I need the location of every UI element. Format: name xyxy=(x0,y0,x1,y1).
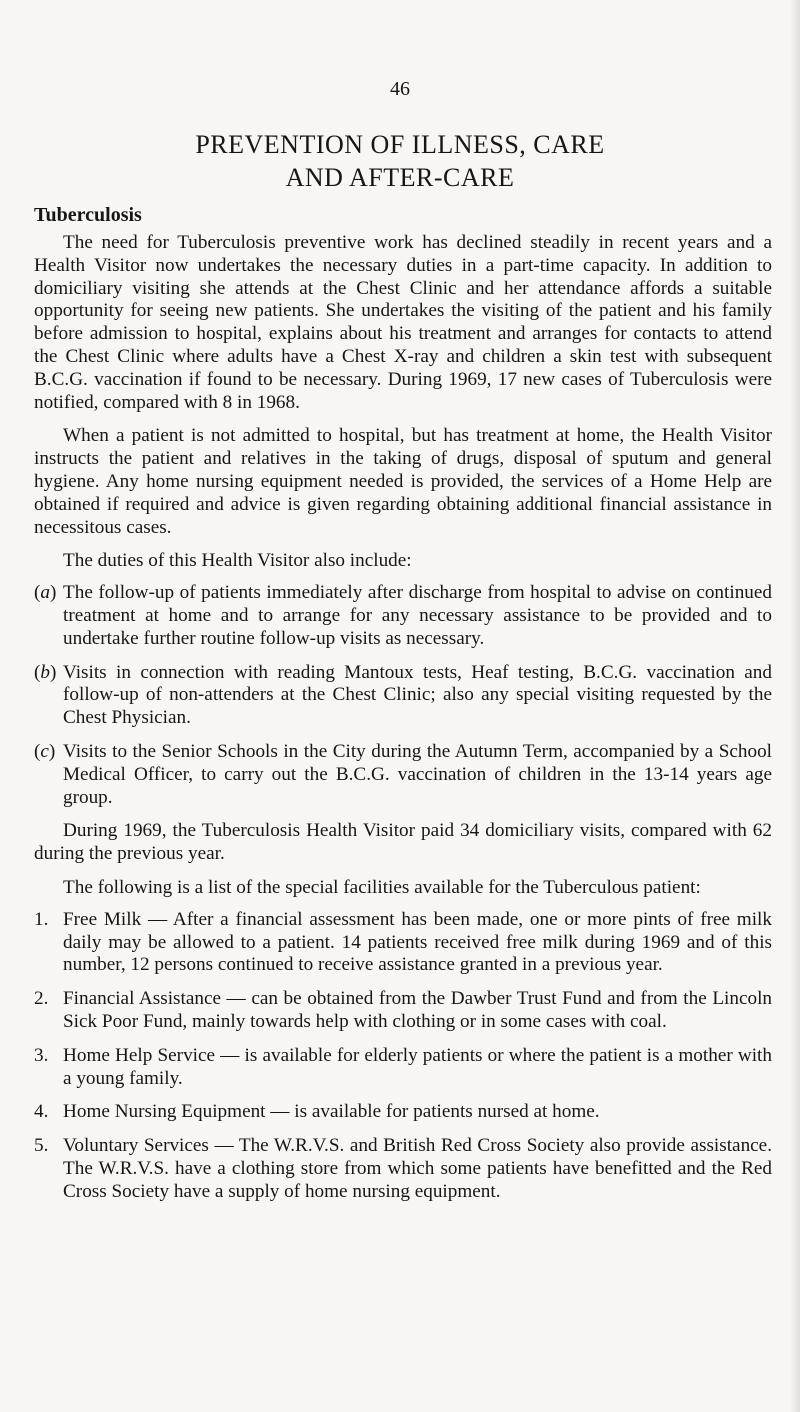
duty-letter: b xyxy=(40,661,50,683)
paragraph-home-treatment: When a patient is not admitted to hospital, but has treatment at home, the Health Visitor instructs the patient and relatives in the taking of drugs, disposal of sputum and general hygiene. Any home nursing equipment needed is provided, the services of a Home Help are obtained if required and advice is given regarding obtaining additional financial assistance in necessitous cases. xyxy=(34,425,772,538)
facility-item xyxy=(34,1135,772,1203)
paragraph-visits-count: During 1969, the Tuberculosis Health Visitor paid 34 domiciliary visits, compared with 62 during the previous year. xyxy=(34,820,772,865)
section-heading: Tuberculosis xyxy=(34,204,142,226)
duty-marker: (b) xyxy=(34,661,57,683)
duty-letter: c xyxy=(40,740,49,762)
facility-number: 4. xyxy=(34,1101,49,1123)
paragraph-intro: The need for Tuberculosis preventive work has declined steadily in recent years and a Health Visitor now undertakes the necessary duties in a part-time capacity. In addition to domiciliary visiting she attends at the Chest Clinic and her attendance affords a suitable opportunity for seeing new patients. She undertakes the visiting of the patient and his family before admission to hospital, explains about his treatment and arranges for contacts to attend the Chest Clinic where adults have a Chest X-ray and children a skin test with subsequent B.C.G. vaccination if found to be necessary. During 1969, 17 new cases of Tuberculosis were notified, compared with 8 in 1968. xyxy=(34,232,772,413)
facility-text: Financial Assistance — can be obtained from the Dawber Trust Fund and from the Lincoln Sick Poor Fund, mainly towards help with clothing or in some cases with coal. xyxy=(63,988,772,1032)
duty-item xyxy=(34,582,772,650)
page-title xyxy=(100,128,700,194)
page-edge-shadow xyxy=(790,0,800,1412)
facility-number: 3. xyxy=(34,1044,49,1066)
duty-text: Visits to the Senior Schools in the City during the Autumn Term, accompanied by a School Medical Officer, to carry out the B.C.G. vaccination of children in the 13-14 years age group. xyxy=(63,740,772,808)
paragraph-facilities-intro: The following is a list of the special facilities available for the Tuberculous patient: xyxy=(63,876,701,898)
facility-number: 5. xyxy=(34,1135,49,1157)
page-title-line-1: PREVENTION OF ILLNESS, CARE xyxy=(195,130,605,159)
duty-text: The follow-up of patients immediately after discharge from hospital to advise on continued treatment at home and to arrange for any necessary assistance to be provided and to undertake further routine follow-up visits as necessary. xyxy=(63,582,772,649)
facility-number: 2. xyxy=(34,988,49,1010)
duty-marker: (a) xyxy=(34,582,57,604)
page-title-line-2: AND AFTER-CARE xyxy=(285,163,515,192)
paragraph-duties-intro: The duties of this Health Visitor also include: xyxy=(63,550,412,572)
document-body xyxy=(34,232,772,1214)
page-number: 46 xyxy=(390,78,410,100)
duty-text: Visits in connection with reading Mantoux tests, Heaf testing, B.C.G. vaccination and follow-up of non-attenders at the Chest Clinic; also any special visiting requested by the Chest Physician. xyxy=(63,661,772,729)
duty-item xyxy=(34,741,772,809)
facility-text: Home Nursing Equipment — is available for patients nursed at home. xyxy=(63,1101,600,1123)
facility-text: Free Milk — After a financial assessment has been made, one or more pints of free milk daily may be allowed to a patient. 14 patients received free milk during 1969 and of this number, 12 persons continued to receive assistance granted in a previous year. xyxy=(63,908,772,976)
duty-marker: (c) xyxy=(34,740,56,762)
facility-item xyxy=(34,1101,772,1124)
duty-letter: a xyxy=(40,582,50,604)
facility-item xyxy=(34,1045,772,1091)
facility-number: 1. xyxy=(34,908,49,930)
facility-text: Home Help Service — is available for elderly patients or where the patient is a mother with a young family. xyxy=(63,1044,772,1089)
facility-text: Voluntary Services — The W.R.V.S. and British Red Cross Society also provide assistance. The W.R.V.S. have a clothing store from which some patients have benefitted and the Red Cross Society have a supply of home nursing equipment. xyxy=(63,1135,772,1202)
duty-item xyxy=(34,662,772,730)
facility-item xyxy=(34,909,772,977)
facility-item xyxy=(34,988,772,1034)
